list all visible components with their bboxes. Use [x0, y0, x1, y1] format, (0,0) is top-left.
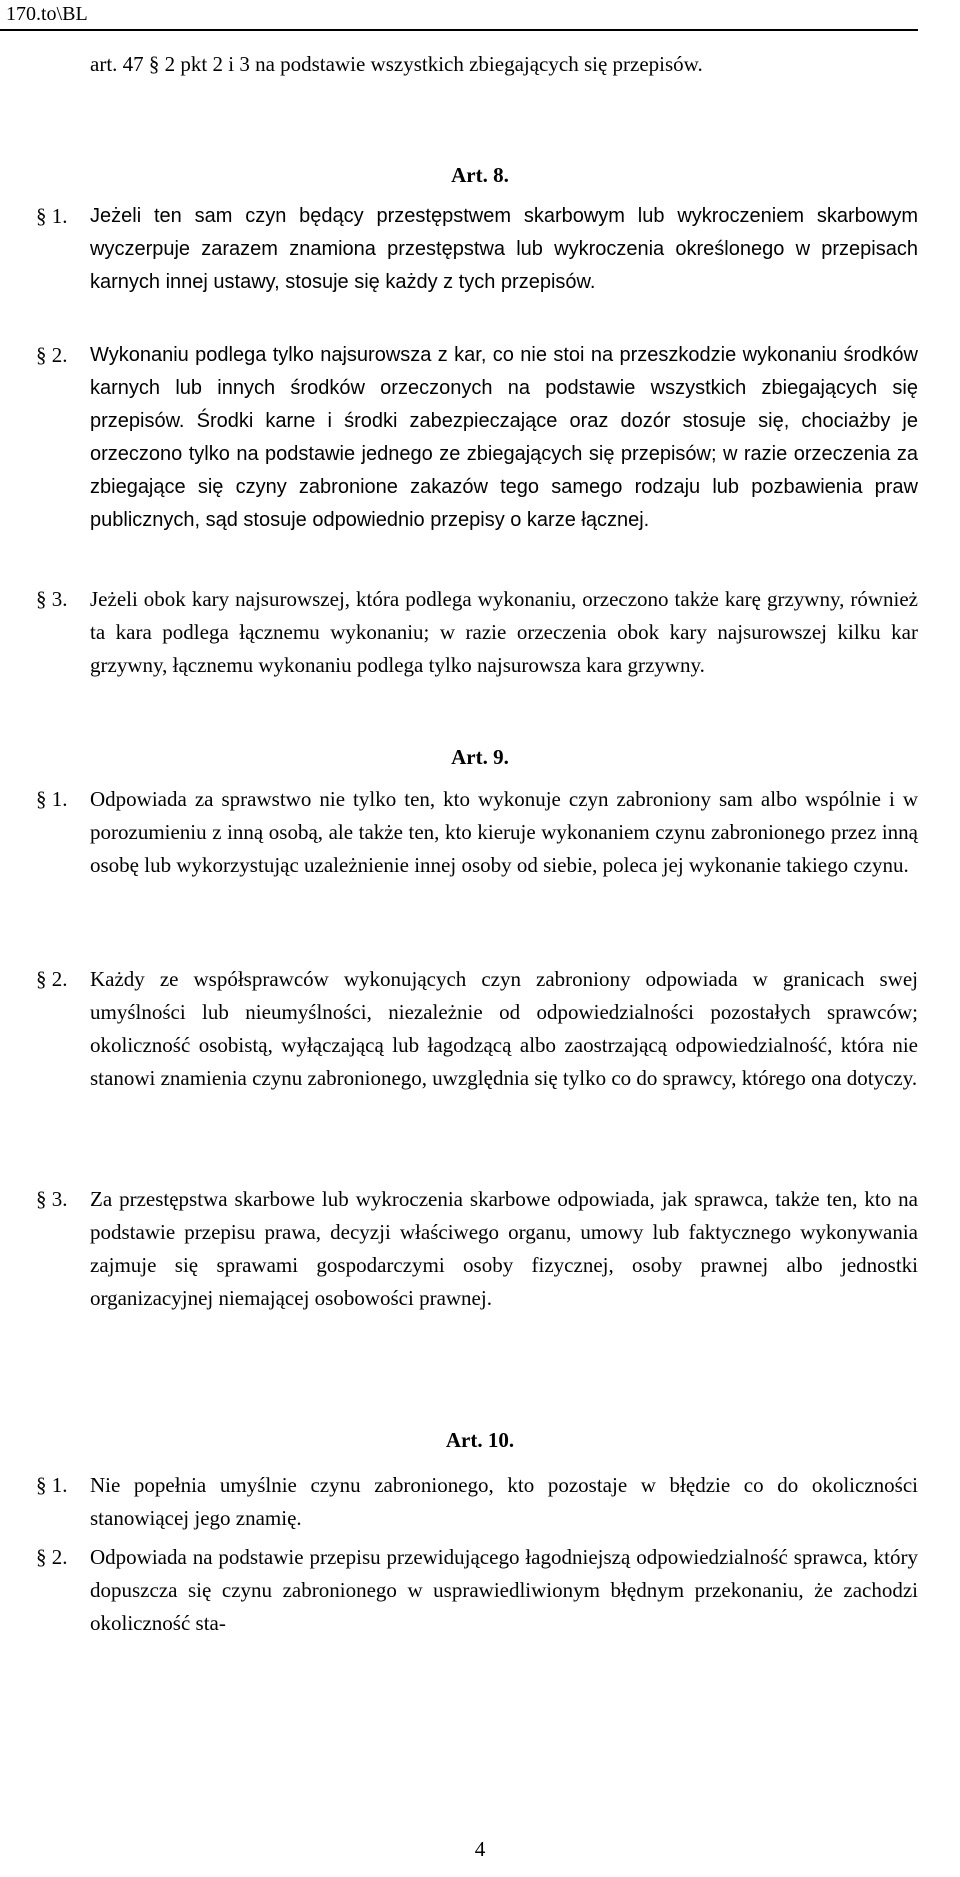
art8-par2-text-span: Wykonaniu podlega tylko najsurowsza z kar, co nie stoi na przeszkodzie wykonaniu środków karnych lub innych środków orzeczonych na podstawie wszystkich zbiegających się przepisów. Środki karne i środki zabezpieczające oraz dozór stosuje się, chociażby je orzeczono tylko na podstawie jednego ze zbiegających się przepisów; w razie orzeczenia za zbiegające się czyny zabronione zakazów tego samego rodzaju lub pozbawienia praw publicznych, sąd stosuje odpowiednio przepisy o karze łącznej.	[90, 344, 918, 531]
art9-par1-text	[90, 783, 918, 882]
art10-par2-mark: § 2.	[36, 1545, 68, 1569]
art10-par1	[36, 1469, 918, 1539]
art10-par2	[36, 1541, 918, 1651]
art9-par1-text-span: Odpowiada za sprawstwo nie tylko ten, kto wykonuje czyn zabroniony sam albo wspólnie i w porozumieniu z inną osobą, ale także ten, kto kieruje wykonaniem czynu zabronionego przez inną osobę lub wykorzystując uzależnienie innej osoby od siebie, poleca jej wykonanie takiego czynu.	[90, 787, 918, 877]
art8-par2-text	[90, 339, 918, 537]
art8-par1-text	[90, 200, 918, 299]
art9-par1-mark: § 1.	[36, 787, 68, 811]
art8-par3-mark: § 3.	[36, 587, 68, 611]
article-8-title: Art. 8.	[451, 163, 509, 187]
art10-par1-text-span: Nie popełnia umyślnie czynu zabronionego, kto pozostaje w błędzie co do okoliczności stanowiącej jego znamię.	[90, 1473, 918, 1530]
article-9-title: Art. 9.	[451, 745, 509, 769]
art9-par1	[36, 783, 918, 953]
art9-par3-text	[90, 1183, 918, 1315]
art8-par1-text-span: Jeżeli ten sam czyn będący przestępstwem skarbowym lub wykroczeniem skarbowym wyczerpuje zarazem znamiona przestępstwa lub wykroczenia określonego w przepisach karnych innej ustawy, stosuje się każdy z tych przepisów.	[90, 205, 918, 293]
art9-par3-text-span: Za przestępstwa skarbowe lub wykroczenia skarbowe odpowiada, jak sprawca, także ten, kto na podstawie przepisu prawa, decyzji właściwego organu, umowy lub faktycznego wykonywania zajmuje się sprawami gospodarczymi osoby fizycznej, osoby prawnej albo jednostki organizacyjnej niemającej osobowości prawnej.	[90, 1187, 918, 1310]
art8-par2-mark: § 2.	[36, 343, 68, 367]
art8-par3-text-span: Jeżeli obok kary najsurowszej, która podlega wykonaniu, orzeczono także karę grzywny, również ta kara podlega łącznemu wykonaniu; w razie orzeczenia obok kary najsurowszej kilku kar grzywny, łącznemu wykonaniu podlega tylko najsurowsza kara grzywny.	[90, 587, 918, 677]
art10-par2-text-span: Odpowiada na podstawie przepisu przewidującego łagodniejszą odpowiedzialność sprawca, który dopuszcza się czynu zabronionego w usprawiedliwionym błędnym przekonaniu, że zachodzi okoliczność sta-	[90, 1545, 918, 1635]
art8-par1-mark: § 1.	[36, 204, 68, 228]
intro-paragraph: art. 47 § 2 pkt 2 i 3 na podstawie wszystkich zbiegających się przepisów.	[90, 52, 703, 76]
art8-par3	[20, 583, 918, 723]
header-rule	[0, 29, 918, 31]
document-code: 170.to\BL	[6, 3, 88, 25]
art9-par3-mark: § 3.	[36, 1187, 68, 1211]
art10-par2-text	[90, 1541, 918, 1640]
art9-par3	[36, 1183, 918, 1353]
art10-par1-text	[90, 1469, 918, 1535]
page-number: 4	[474, 1837, 486, 1861]
article-10-title: Art. 10.	[445, 1428, 515, 1452]
art8-par2	[20, 339, 918, 579]
art8-par1	[36, 200, 918, 340]
art9-par2-text	[90, 963, 918, 1095]
art9-par2	[36, 963, 918, 1173]
art9-par2-mark: § 2.	[36, 967, 68, 991]
art8-par3-text	[90, 583, 918, 682]
art9-par2-text-span: Każdy ze współsprawców wykonujących czyn zabroniony odpowiada w granicach swej umyślności lub nieumyślności, niezależnie od odpowiedzialności pozostałych sprawców; okoliczność osobistą, wyłączającą lub łagodzącą albo zaostrzającą odpowiedzialność, która nie stanowi znamienia czynu zabronionego, uwzględnia się tylko co do sprawcy, którego ona dotyczy.	[90, 967, 918, 1090]
art10-par1-mark: § 1.	[36, 1473, 68, 1497]
